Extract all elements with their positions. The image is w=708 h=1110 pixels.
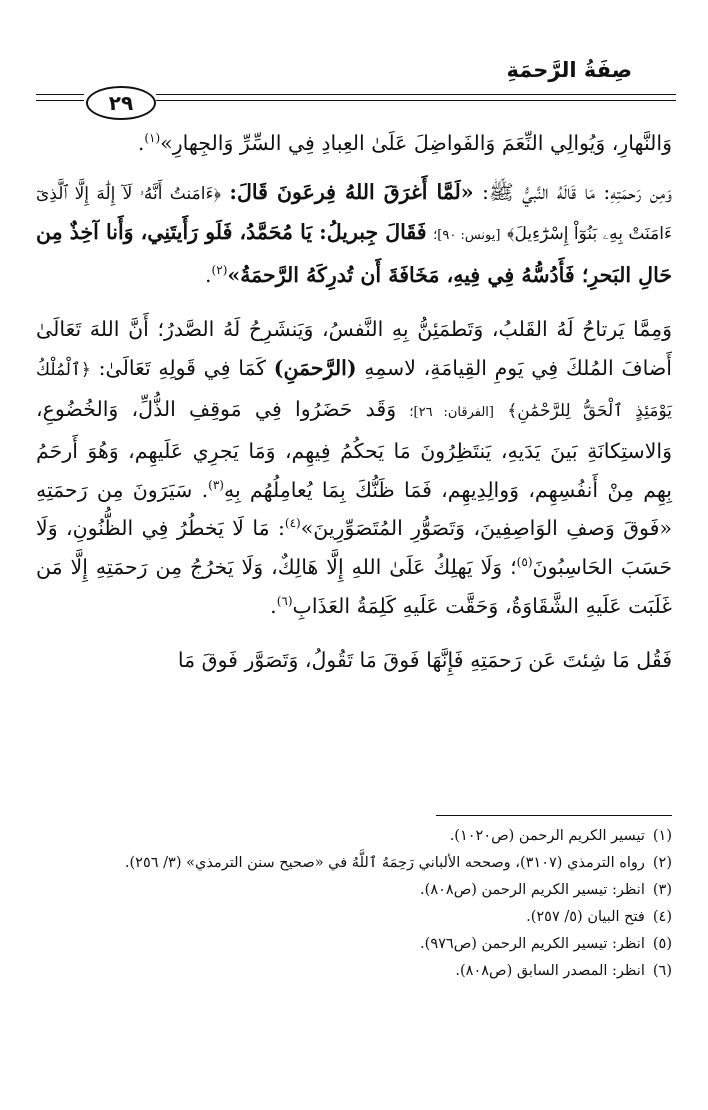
paragraph-4: فَقُل مَا شِئتَ عَن رَحمَتِهِ فَإِنَّهَا فَوقَ مَا تَقُولُ، وَتَصَوَّر فَوقَ مَا (177, 648, 672, 673)
footnote-ref-4[interactable]: (٤) (284, 516, 301, 531)
footnote-text: فتح البيان (٥/ ٢٥٧). (526, 909, 645, 925)
paragraph-1: وَالنَّهارِ، وَيُوالِي النِّعَمَ وَالفَواضِلَ عَلَىٰ العِبادِ فِي السِّرِّ وَالجِهارِ»$^{(١)}$. (137, 131, 672, 155)
footnote-item (32, 824, 672, 849)
footnote-ref-5[interactable]: (٥) (516, 555, 533, 570)
hadith-quote-continued: فَقَالَ جِبريلُ: يَا مُحَمَّدُ، فَلَو رَأَيتَنِي، وَأَنا آخِذٌ مِن حَالِ البَحرِ؛ فَأَدُسُّهُ فِي فِيهِ، مَخَافَةَ أَن تُدرِكَهُ الرَّحمَةُ» (36, 220, 672, 287)
paragraph-2: وَمِن رَحمَتِهِ: مَا قَالَهُ النَّبيُّ ﷺ: «لَمَّا أَغرَقَ اللهُ فِرعَونَ قَالَ: ﴿ءَامَنتُ أَنَّهُۥ لَآ إِلَٰهَ إِلَّا ٱلَّذِىٓ ءَامَنَتْ بِهِۦ بَنُوٓاْ إِسْرَٰٓءِيلَ﴾ [يونس: ٩٠]؛ فَقَالَ جِبريلُ: يَا مُحَمَّدُ، فَلَو رَأَيتَنِي، وَأَنا آخِذٌ مِن حَالِ البَحرِ؛ فَأَدُسُّهُ فِي فِيهِ، مَخَافَةَ أَن تُدرِكَهُ الرَّحمَةُ»$^{(٢)}$. (36, 179, 672, 287)
quran-verse: ﴿ٱلْمُلْكُ يَوْمَئِذٍ ٱلْحَقُّ لِلرَّحْمَٰنِ﴾ (36, 359, 672, 421)
footnotes (32, 824, 672, 986)
hadith-quote: «لَمَّا أَغرَقَ اللهُ فِرعَونَ قَالَ: (229, 179, 474, 204)
paragraph-3: وَمِمَّا يَرتاحُ لَهُ القَلبُ، وَتَطمَئِنُّ بِهِ النَّفسُ، وَيَنشَرِحُ لَهُ الصَّدرُ؛ أَنَّ اللهَ تَعَالَىٰ أَضافَ المُلكَ فِي يَومِ القِيامَةِ، لاسمِهِ (الرَّحمَنِ) كَمَا فِي قَولِهِ تَعَالَىٰ: ﴿ٱلْمُلْكُ يَوْمَئِذٍ ٱلْحَقُّ لِلرَّحْمَٰنِ﴾ [الفرقان: ٢٦]؛ وَقَد حَضَرُوا فِي مَوقِفِ الذُّلِّ، وَالخُضُوعِ، وَالاستِكانَةِ بَينَ يَدَيهِ، يَنتَظِرُونَ مَا يَحكُمُ فِيهِم، وَمَا يَجرِي عَلَيهِم، وَهُوَ أَرحَمُ بِهِم مِنْ أَنفُسِهِم، وَوالِدِيهِم، فَمَا ظَنُّكَ بِمَا يُعامِلُهُم بِهِ$^{(٣)}$. سَيَرَونَ مِن رَحمَتِهِ «فَوقَ وَصفِ الوَاصِفِينَ، وَتَصَوُّرِ المُتَصَوِّرِينَ»$^{(٤)}$: مَا لَا يَخطُرُ فِي الظُّنُونِ، وَلَا حَسَبَ الحَاسِبُونَ$^{(٥)}$؛ وَلَا يَهلِكُ عَلَىٰ اللهِ إِلَّا هَالِكٌ، وَلَا يَخرُجُ مِن رَحمَتِهِ إِلَّا مَن غَلَبَت عَلَيهِ الشَّقَاوَةُ، وَحَقَّت عَلَيهِ كَلِمَةُ العَذَابِ$^{(٦)}$. (36, 317, 672, 618)
footnote-number: (١) (652, 828, 672, 844)
footnote-ref-3[interactable]: (٣) (208, 477, 224, 492)
footnote-number: (٤) (652, 909, 672, 925)
header-rule-left-lower (36, 100, 84, 101)
footnote-number: (٢) (652, 855, 672, 871)
main-text (36, 124, 672, 680)
footnote-text: رواه الترمذي (٣١٠٧)، وصححه الألباني رَحِمَهُ ٱللَّهُ في «صحيح سنن الترمذي» (٣/ ٢٥٦). (124, 855, 645, 871)
running-title: صِفَةُ الرَّحمَةِ (506, 58, 632, 82)
footnote-ref-1[interactable]: (١) (144, 131, 161, 146)
footnote-item (32, 959, 672, 984)
header-rule-right (156, 94, 676, 95)
quran-verse: ﴿ءَامَنتُ أَنَّهُۥ لَآ إِلَٰهَ إِلَّا ٱلَّذِىٓ ءَامَنَتْ بِهِۦ بَنُوٓاْ إِسْرَٰٓءِيلَ﴾ (36, 183, 672, 245)
footnote-text: انظر: تيسير الكريم الرحمن (ص٨٠٨). (420, 882, 645, 898)
header-rule-left (36, 94, 84, 95)
footnote-text: تيسير الكريم الرحمن (ص١٠٢٠). (449, 828, 645, 844)
footnote-number: (٥) (652, 936, 672, 952)
footnote-text: انظر: المصدر السابق (ص٨٠٨). (455, 963, 645, 979)
divine-name: (الرَّحمَنِ) (273, 355, 357, 380)
footnote-ref-2[interactable]: (٢) (211, 262, 228, 277)
footnote-number: (٣) (652, 882, 672, 898)
footnote-item (32, 851, 672, 876)
header-rule-right-lower (156, 100, 676, 101)
footnote-number: (٦) (652, 963, 672, 979)
footnote-ref-6[interactable]: (٦) (276, 593, 293, 608)
verse-reference: [الفرقان: ٢٦]؛ (409, 404, 494, 420)
footnote-item (32, 878, 672, 903)
footnote-text: انظر: تيسير الكريم الرحمن (ص٩٧٦). (420, 936, 645, 952)
footnote-item (32, 905, 672, 930)
verse-reference: [يونس: ٩٠]؛ (433, 228, 501, 244)
footnote-separator (436, 815, 672, 816)
page-number: ٢٩ (86, 86, 156, 120)
footnote-item (32, 932, 672, 957)
